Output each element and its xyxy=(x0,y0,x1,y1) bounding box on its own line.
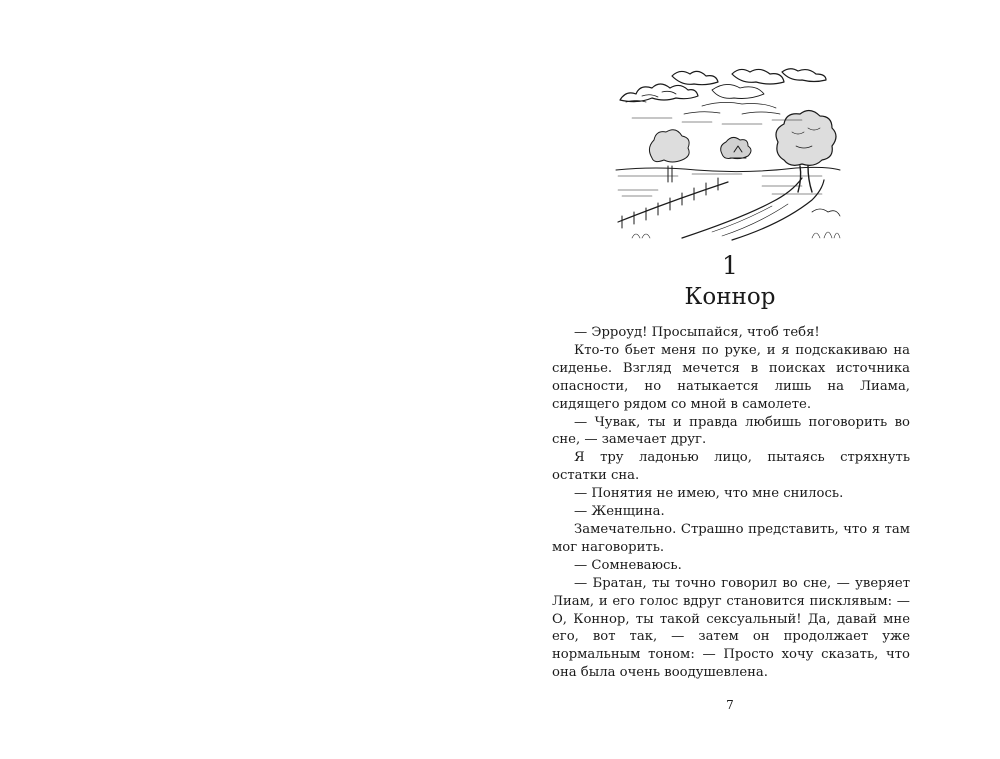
chapter-title: Коннор xyxy=(684,284,776,310)
paragraph: — Братан, ты точно говорил во сне, — уверяет Лиам, и его голос вдруг становится писклявым: — О, Коннор, ты такой сексуальный! Да, давай мне его, вот так, — затем он продолжает уже нормальным тоном: — Просто хочу сказать, что она была очень воодушевлена. xyxy=(552,575,910,681)
paragraph: Замечательно. Страшно представить, что я там мог наговорить. xyxy=(552,521,910,555)
right-page xyxy=(500,0,1000,759)
countryside-landscape-illustration-icon xyxy=(612,62,844,242)
paragraph: — Женщина. xyxy=(574,504,665,520)
paragraph: — Понятия не имею, что мне снилось. xyxy=(574,486,844,502)
paragraph: — Сомневаюсь. xyxy=(574,557,682,573)
paragraph: Кто-то бьет меня по руке, и я подскакиваю на сиденье. Взгляд мечется в поисках источника опасности, но натыкается лишь на Лиама, сидящего рядом со мной в самолете. xyxy=(552,342,910,412)
chapter-body xyxy=(552,324,910,682)
page-number: 7 xyxy=(726,698,734,712)
chapter-number: 1 xyxy=(722,251,738,280)
paragraph: — Эрроуд! Просыпайся, чтоб тебя! xyxy=(574,325,820,340)
paragraph: Я тру ладонью лицо, пытаясь стряхнуть остатки сна. xyxy=(552,450,910,484)
paragraph: — Чувак, ты и правда любишь поговорить во сне, — замечает друг. xyxy=(552,414,910,448)
